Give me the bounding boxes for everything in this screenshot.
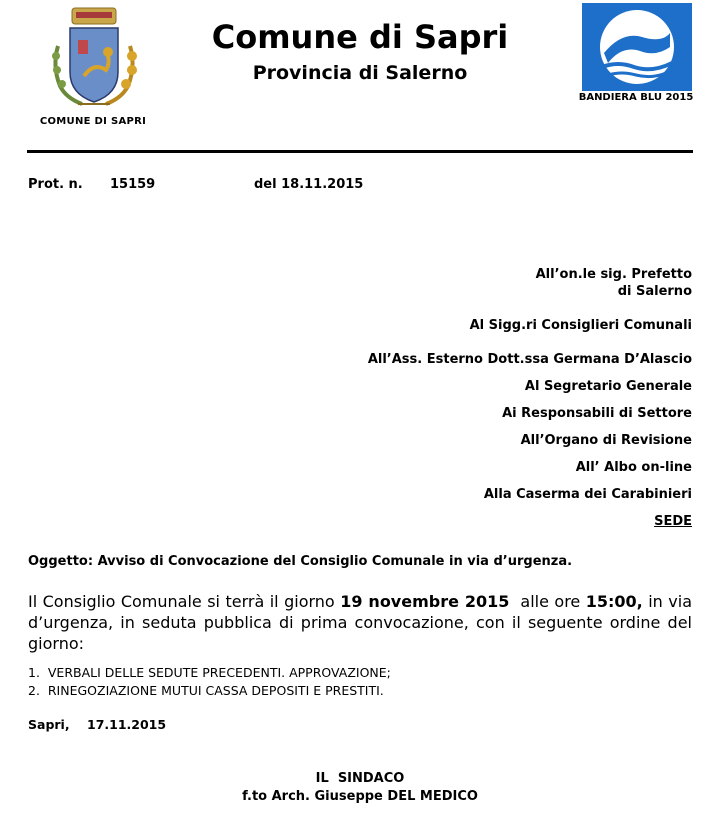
signatory-role: IL SINDACO (315, 771, 405, 786)
recipient-item: All’on.le sig. Prefetto (535, 267, 692, 282)
crest-caption: COMUNE DI SAPRI (39, 116, 147, 127)
body-text-part: alle ore (509, 592, 586, 611)
subject-line: Oggetto: Avviso di Convocazione del Consiglio Comunale in via d’urgenza. (28, 554, 573, 569)
signature-block (200, 770, 520, 806)
recipient-item: All’Organo di Revisione (520, 433, 692, 448)
meeting-date: 19 novembre 2015 (340, 592, 510, 611)
recipient-item: Ai Responsabili di Settore (502, 406, 692, 421)
recipient-item: Alla Caserma dei Carabinieri (483, 487, 692, 502)
recipient-item: All’Ass. Esterno Dott.ssa Germana D’Alascio (367, 352, 692, 367)
protocol-label: Prot. n. (28, 177, 83, 192)
recipient-list (272, 266, 692, 530)
recipient-item: di Salerno (617, 284, 692, 299)
place-date: Sapri, 17.11.2015 (28, 717, 167, 732)
agenda-item: 1. VERBALI DELLE SEDUTE PRECEDENTI. APPROVAZIONE; (28, 665, 391, 680)
page-subtitle: Provincia di Salerno (252, 62, 468, 84)
recipient-sede: SEDE (654, 514, 692, 529)
blue-flag-logo-icon (582, 3, 692, 91)
recipient-item: Al Sigg.ri Consiglieri Comunali (469, 318, 692, 333)
agenda-item: 2. RINEGOZIAZIONE MUTUI CASSA DEPOSITI E PRESTITI. (28, 683, 384, 698)
agenda-list (28, 664, 391, 700)
meeting-time: 15:00, (585, 592, 643, 611)
body-text-part: Il Consiglio Comunale si terrà il giorno (28, 592, 341, 611)
signatory-name: f.to Arch. Giuseppe DEL MEDICO (242, 789, 478, 804)
body-text-part: in via d’urgenza, in seduta pubblica di prima convocazione, con il seguente ordine del giorno: (28, 592, 693, 653)
flag-caption: BANDIERA BLU 2015 (578, 92, 694, 103)
page-title: Comune di Sapri (211, 18, 509, 56)
recipient-item: All’ Albo on-line (575, 460, 692, 475)
recipient-item: Al Segretario Generale (524, 379, 692, 394)
body-paragraph (28, 591, 692, 654)
protocol-number: 15159 (110, 177, 156, 192)
header-divider (27, 150, 693, 153)
municipal-crest-icon (48, 6, 140, 112)
protocol-date: del 18.11.2015 (254, 177, 364, 192)
